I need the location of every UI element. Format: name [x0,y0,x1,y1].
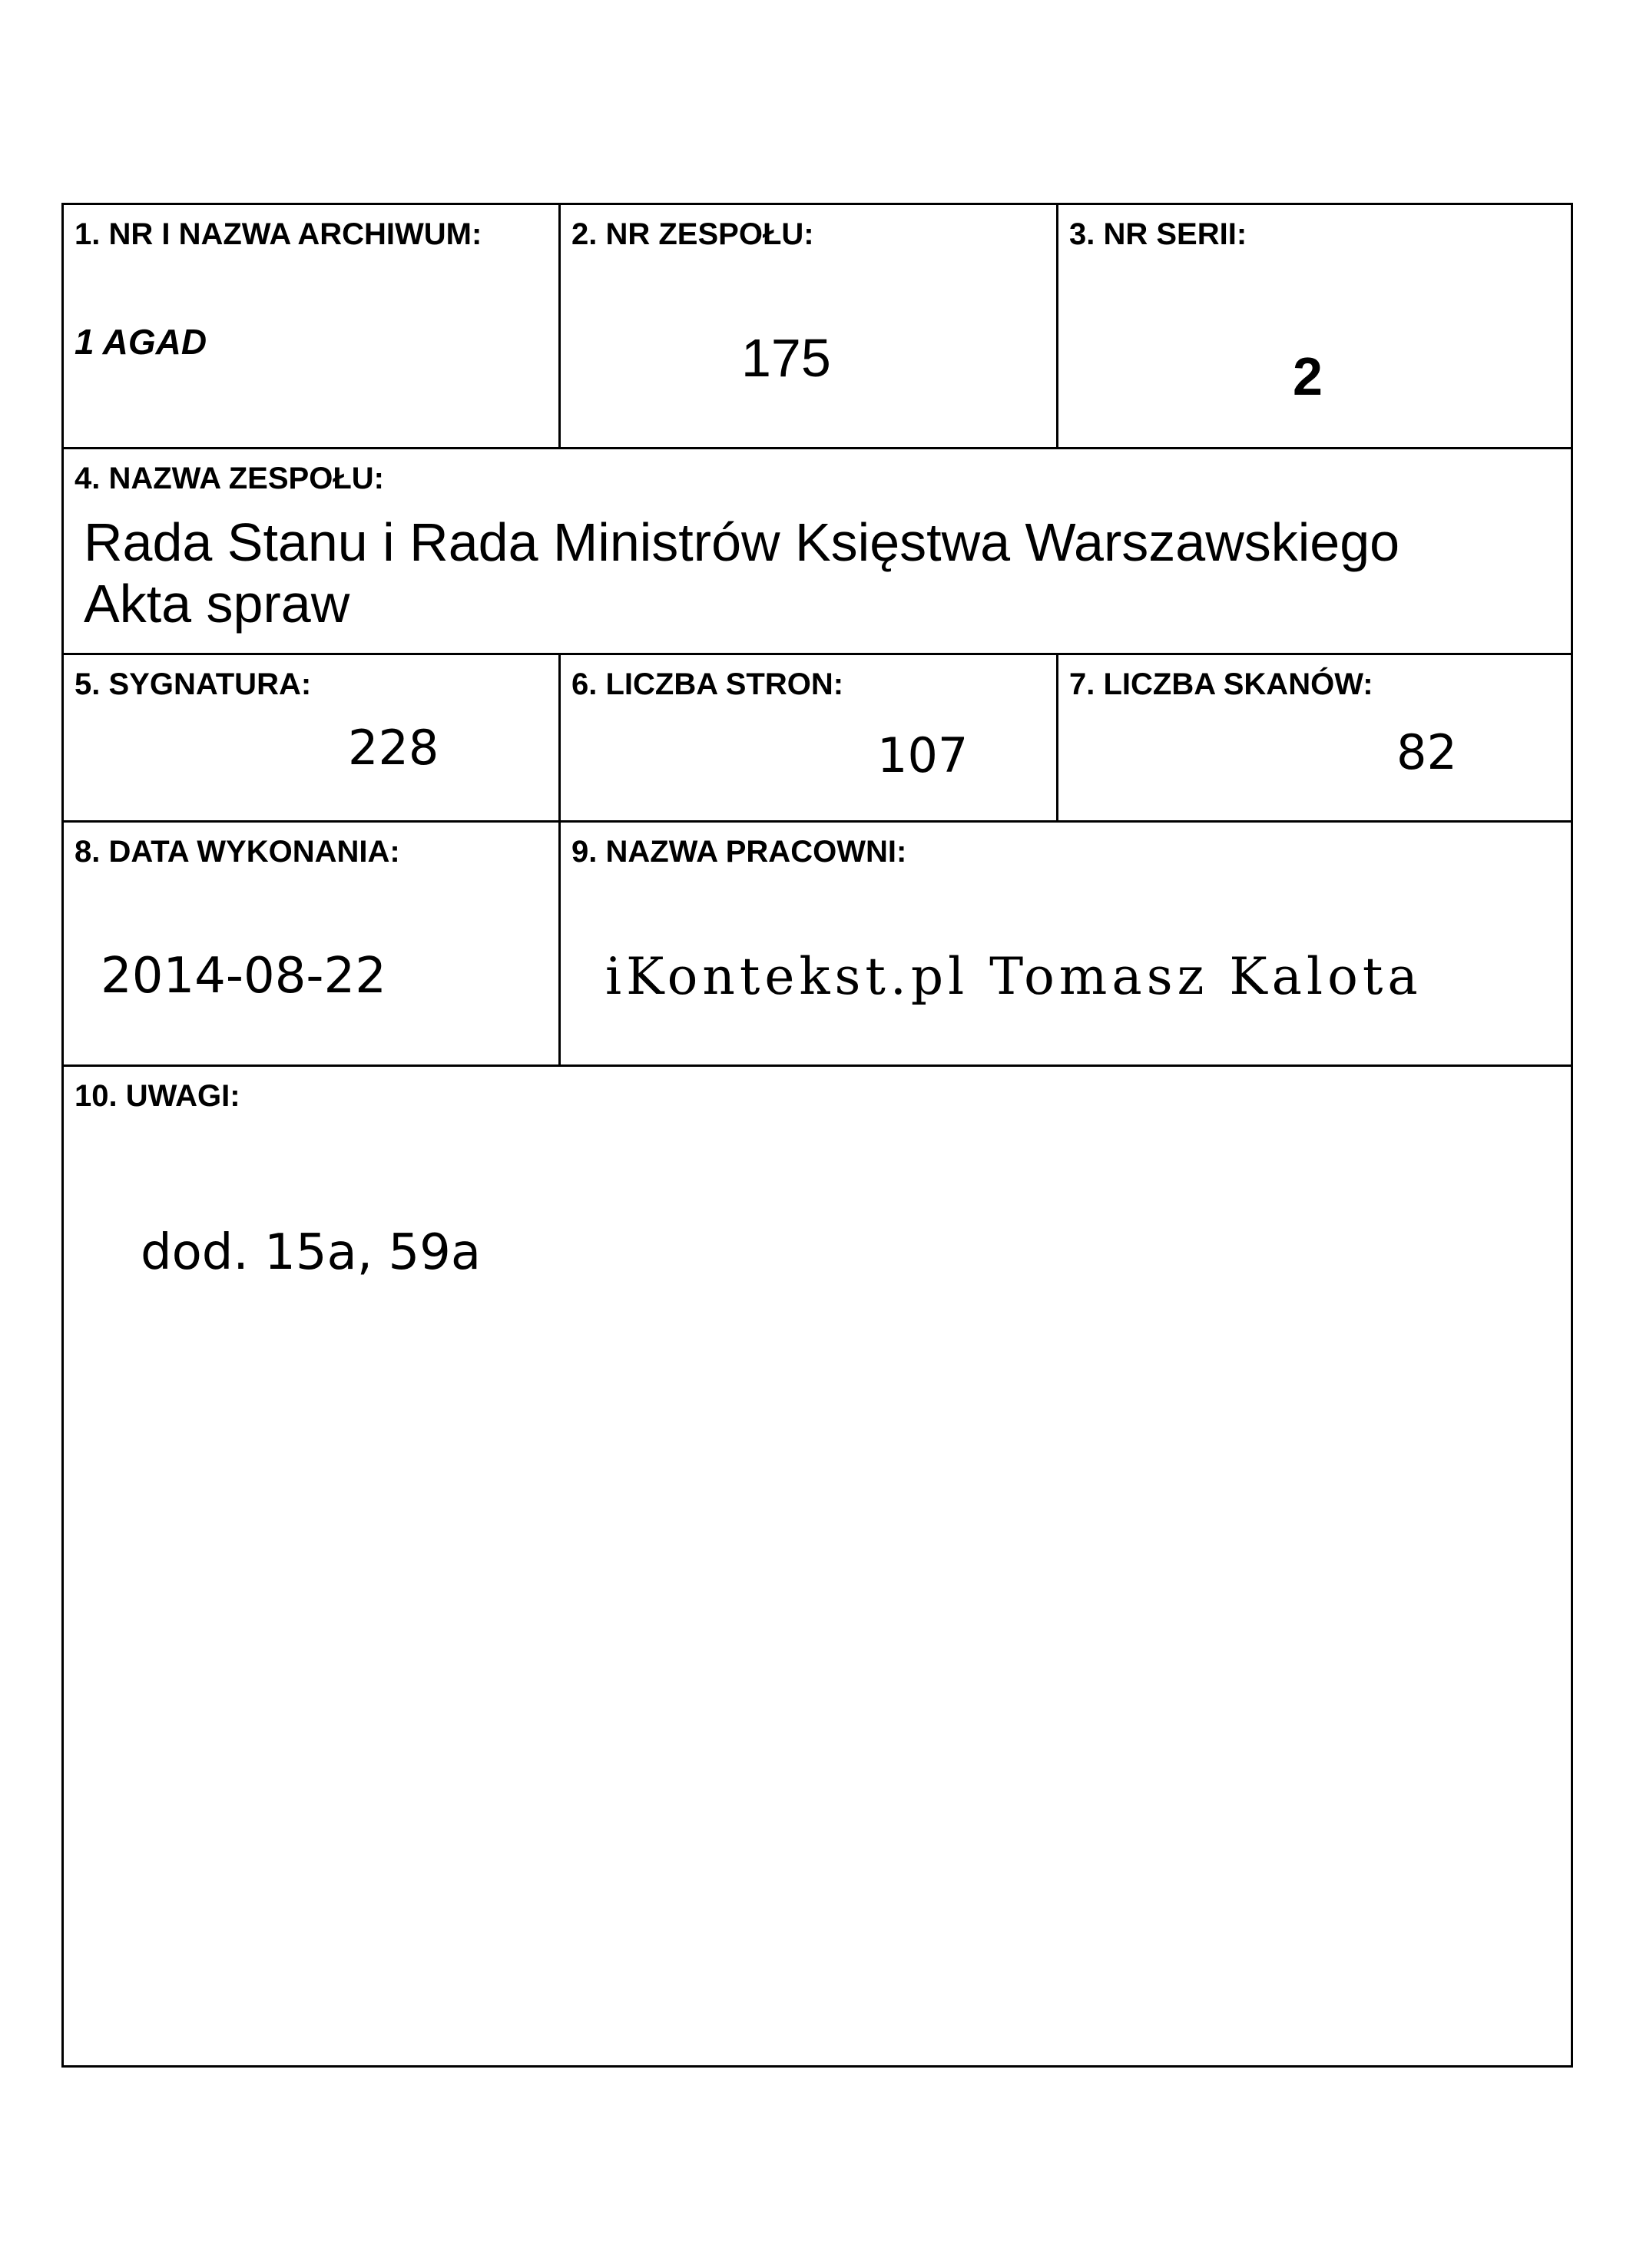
series-number-label: 3. NR SERII: [1069,217,1247,251]
signature-value: 228 [348,720,439,776]
page-count-cell [561,655,1058,823]
fonds-number-cell [561,205,1058,449]
archive-label: 1. NR I NAZWA ARCHIWUM: [75,217,482,251]
scan-count-label: 7. LICZBA SKANÓW: [1069,667,1373,701]
fonds-name-line1: Rada Stanu i Rada Ministrów Księstwa Warszawskiego [84,512,1400,572]
signature-cell [64,655,561,823]
remarks-value: dod. 15a, 59a [141,1224,482,1281]
workshop-value: iKontekst.pl Tomasz Kalota [605,947,1423,1006]
date-value: 2014-08-22 [101,948,386,1005]
remarks-label: 10. UWAGI: [75,1079,240,1113]
archive-cell [64,205,561,449]
workshop-cell [561,823,1571,1067]
fonds-name-line2: Akta spraw [84,574,350,634]
fonds-number-label: 2. NR ZESPOŁU: [571,217,814,251]
fonds-name-cell [64,449,1571,655]
fonds-name-label: 4. NAZWA ZESPOŁU: [75,462,384,495]
archive-record-card [61,203,1573,2068]
scan-count-cell [1058,655,1571,823]
page-count-label: 6. LICZBA STRON: [571,667,844,701]
remarks-cell [64,1067,1571,2065]
page-count-value: 107 [877,727,969,783]
archive-value: 1 AGAD [75,322,207,362]
series-number-cell [1058,205,1571,449]
fonds-number-value: 175 [741,328,831,388]
workshop-label: 9. NAZWA PRACOWNI: [571,835,907,869]
date-label: 8. DATA WYKONANIA: [75,835,400,869]
date-cell [64,823,561,1067]
signature-label: 5. SYGNATURA: [75,667,312,701]
scan-count-value: 82 [1396,724,1457,780]
series-number-value: 2 [1293,346,1323,406]
